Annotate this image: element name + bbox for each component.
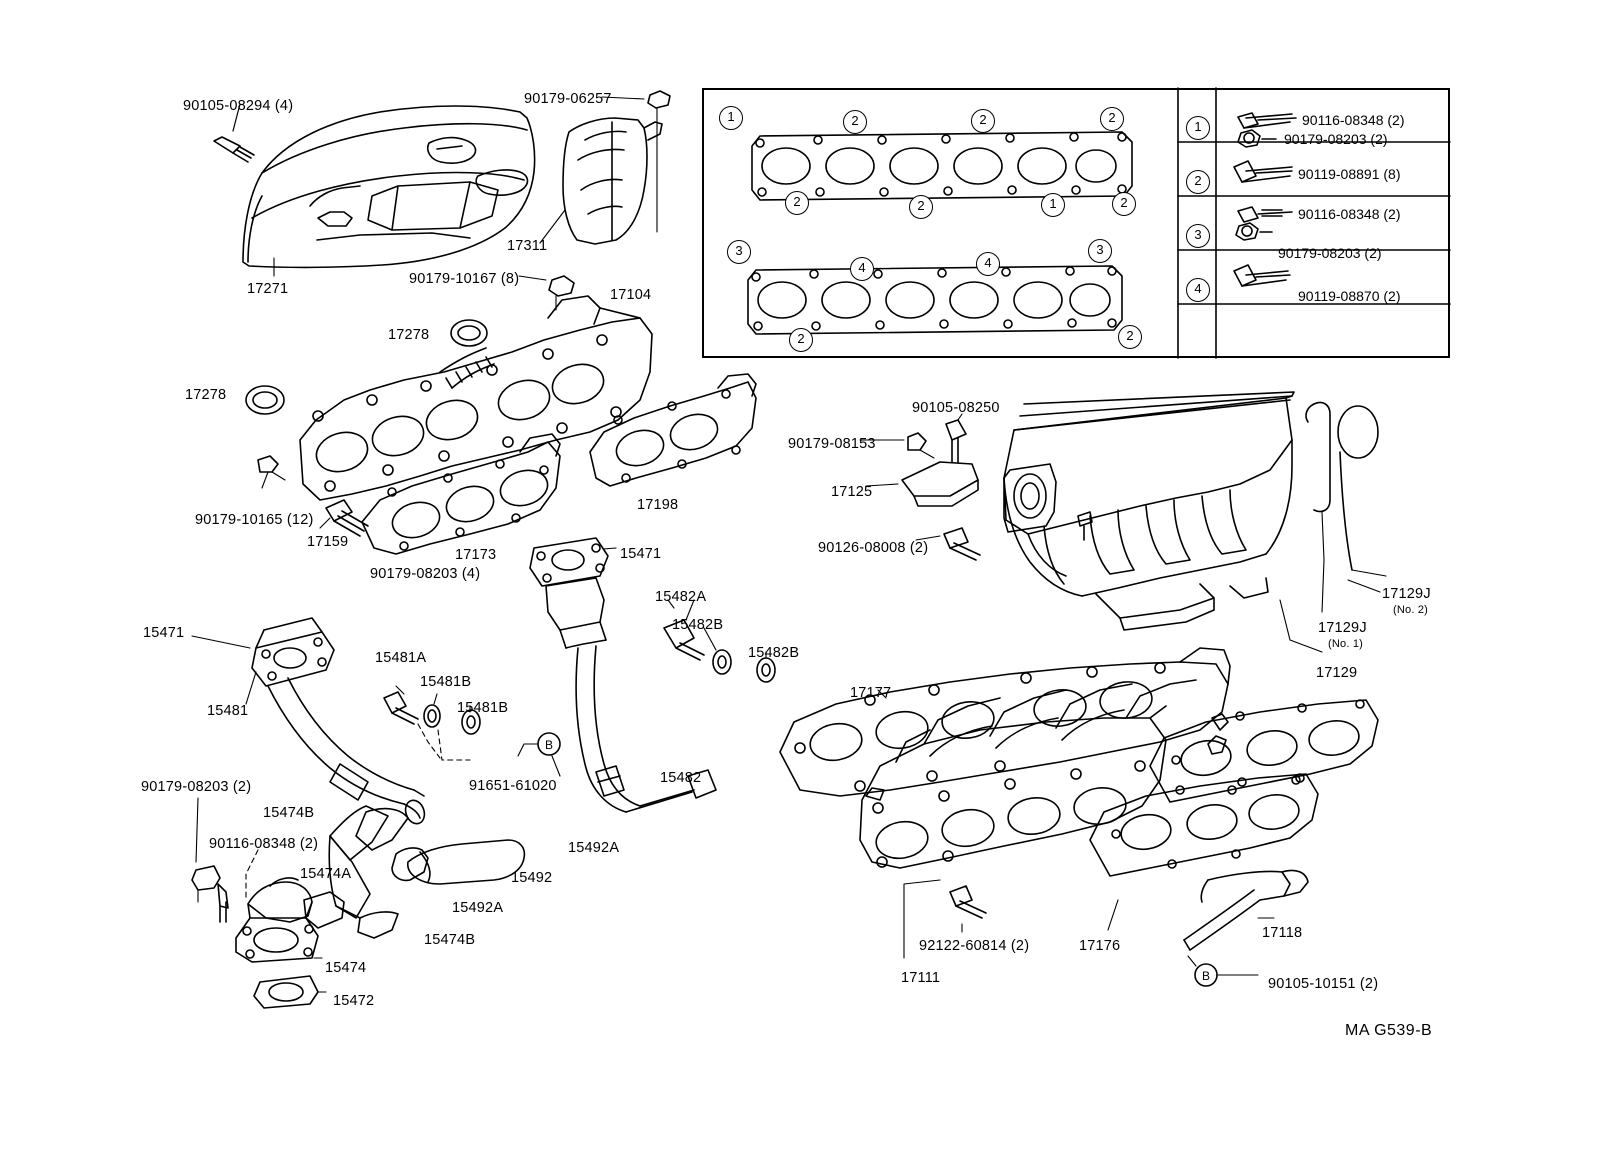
legend-row-1-item-1: 90116-08348 (2): [1302, 112, 1405, 128]
part-label-90116-08348-2: 90116-08348 (2): [209, 836, 319, 852]
part-label-17173: 17173: [455, 547, 497, 563]
gasket-marker: 3: [1088, 239, 1112, 263]
gasket-marker: 1: [719, 106, 743, 130]
part-label-17278-a: 17278: [388, 327, 430, 343]
svg-text:B: B: [544, 738, 554, 752]
legend-row-3-item-1: 90116-08348 (2): [1298, 206, 1401, 222]
legend-number-3: 3: [1186, 224, 1210, 248]
part-label-15482: 15482: [660, 770, 702, 786]
part-label-90105-10151: 90105-10151 (2): [1268, 976, 1379, 992]
part-label-15492: 15492: [511, 870, 553, 886]
legend-number-2: 2: [1186, 170, 1210, 194]
gasket-marker: 2: [1112, 192, 1136, 216]
legend-row-4-item-1: 90119-08870 (2): [1298, 288, 1401, 304]
part-label-15474B-a: 15474B: [263, 805, 315, 821]
part-label-17125: 17125: [831, 484, 873, 500]
part-label-15471-b: 15471: [143, 625, 185, 641]
part-label-17176: 17176: [1079, 938, 1121, 954]
part-label-90179-08203-2: 90179-08203 (2): [141, 779, 252, 795]
part-label-15474: 15474: [325, 960, 367, 976]
part-label-15474B-b: 15474B: [424, 932, 476, 948]
part-label-17311: 17311: [507, 238, 548, 254]
gasket-marker: 2: [1118, 325, 1142, 349]
gasket-marker: 4: [976, 252, 1000, 276]
part-label-90179-10165: 90179-10165 (12): [195, 512, 314, 528]
part-label-92122-60814: 92122-60814 (2): [919, 938, 1030, 954]
part-label-15472: 15472: [333, 993, 375, 1009]
part-label-90105-08294: 90105-08294 (4): [183, 98, 294, 114]
gasket-marker: 3: [727, 240, 751, 264]
part-label-90179-10167: 90179-10167 (8): [409, 271, 520, 287]
diagram-code: MA G539-B: [1345, 1022, 1433, 1039]
part-label-17129J-no2-sub: (No. 2): [1393, 604, 1429, 616]
part-label-15471-a: 15471: [620, 546, 662, 562]
part-label-15482B-a: 15482B: [672, 617, 724, 633]
part-label-17111: 17111: [901, 970, 941, 986]
gasket-marker: 1: [1041, 193, 1065, 217]
part-label-90105-08250: 90105-08250: [912, 400, 1000, 416]
part-label-17118: 17118: [1262, 925, 1303, 941]
part-label-15481B-a: 15481B: [420, 674, 472, 690]
part-label-17278-b: 17278: [185, 387, 227, 403]
part-label-15481B-b: 15481B: [457, 700, 509, 716]
legend-number-4: 4: [1186, 278, 1210, 302]
legend-row-3-item-2: 90179-08203 (2): [1278, 245, 1382, 261]
part-label-91651-61020: 91651-61020: [469, 778, 557, 794]
gasket-marker: 2: [785, 191, 809, 215]
part-label-90126-08008: 90126-08008 (2): [818, 540, 929, 556]
part-label-15492A-b: 15492A: [452, 900, 504, 916]
part-label-15474A: 15474A: [300, 866, 352, 882]
part-label-15481: 15481: [207, 703, 249, 719]
part-label-17159: 17159: [307, 534, 349, 550]
part-label-17129J-no1: 17129J: [1318, 620, 1367, 636]
part-label-90179-08203-4: 90179-08203 (4): [370, 566, 481, 582]
legend-number-1: 1: [1186, 116, 1210, 140]
part-label-17271: 17271: [247, 281, 289, 297]
part-label-17129J-no2: 17129J: [1382, 586, 1431, 602]
gasket-marker: 2: [971, 109, 995, 133]
part-label-90179-08153: 90179-08153: [788, 436, 876, 452]
legend-row-1-item-2: 90179-08203 (2): [1284, 131, 1388, 147]
gasket-marker: 4: [850, 257, 874, 281]
part-label-17129J-no1-sub: (No. 1): [1328, 638, 1364, 650]
part-label-15482B-b: 15482B: [748, 645, 800, 661]
gasket-marker: 2: [789, 328, 813, 352]
part-label-15481A: 15481A: [375, 650, 427, 666]
legend-row-2-item-1: 90119-08891 (8): [1298, 166, 1401, 182]
part-label-17129: 17129: [1316, 665, 1358, 681]
gasket-marker: 2: [843, 110, 867, 134]
part-label-17104: 17104: [610, 287, 652, 303]
part-label-90179-06257: 90179-06257: [524, 91, 612, 107]
part-label-15482A: 15482A: [655, 589, 707, 605]
part-label-17177: 17177: [850, 685, 892, 701]
gasket-marker: 2: [909, 195, 933, 219]
part-label-17198: 17198: [637, 497, 679, 513]
part-label-15492A-a: 15492A: [568, 840, 620, 856]
svg-text:B: B: [1201, 969, 1211, 983]
gasket-marker: 2: [1100, 107, 1124, 131]
